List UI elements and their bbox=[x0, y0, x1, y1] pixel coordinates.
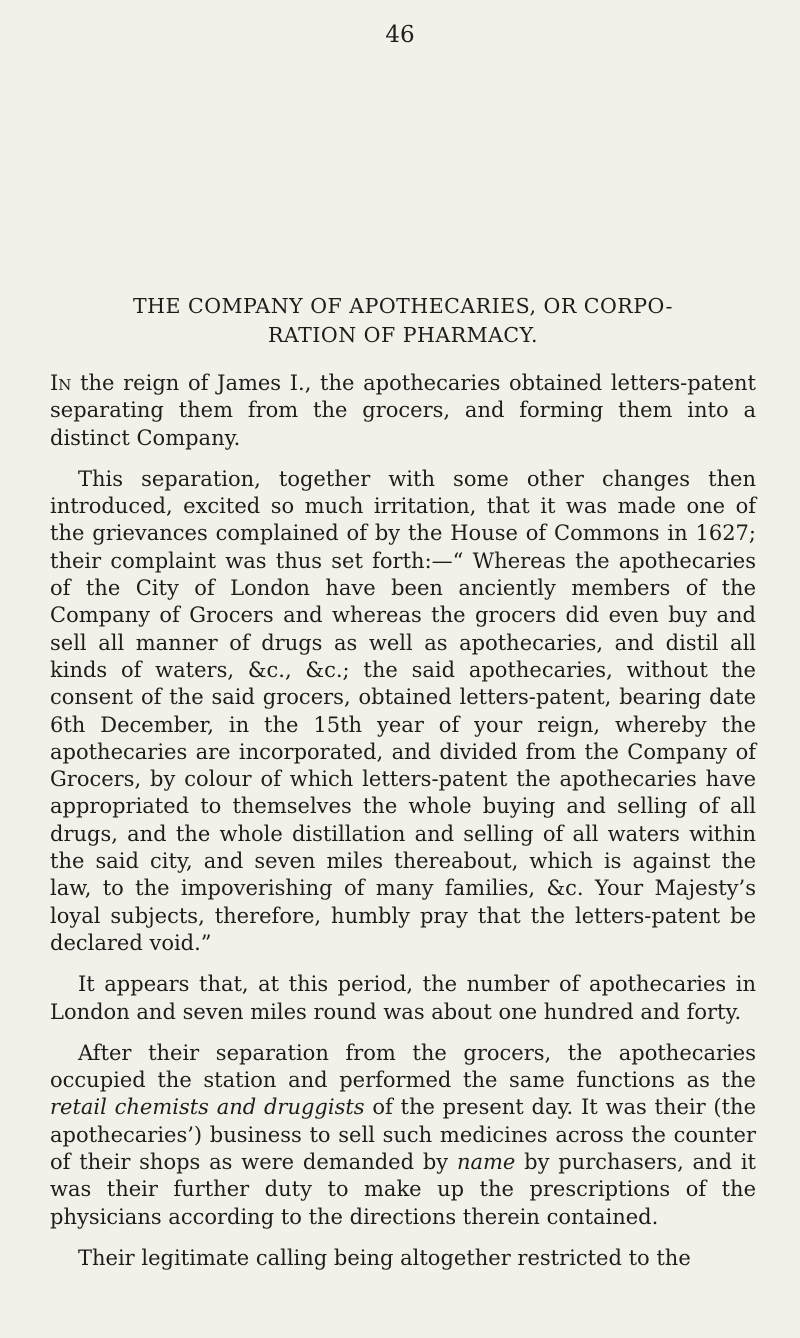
body-text bbox=[50, 370, 756, 1286]
paragraph-1 bbox=[50, 370, 756, 452]
paragraph-2: This separation, together with some other changes then introduced, excited so much irritation, that it was made one of the grievances complained of by the House of Commons in 1627; their complaint was thus set forth:—“ Whereas the apothecaries of the City of London have been anciently members of the Company of Grocers and whereas the grocers did even buy and sell all manner of drugs as well as apothecaries, and distil all kinds of waters, &c., &c.; the said apothecaries, without the consent of the said grocers, obtained letters-patent, bearing date 6th December, in the 15th year of your reign, whereby the apothecaries are incorporated, and divided from the Company of Grocers, by colour of which letters-patent the apothecaries have appropriated to themselves the whole buying and selling of all drugs, and the whole distillation and selling of all waters within the said city, and seven miles thereabout, which is against the law, to the impoverishing of many families, &c. Your Majesty’s loyal subjects, therefore, humbly pray that the letters-patent be declared void.” bbox=[50, 466, 756, 955]
paragraph-5: Their legitimate calling being altogether restricted to the bbox=[78, 1245, 691, 1270]
paragraph-3: It appears that, at this period, the number of apothecaries in London and seven miles round was about one hundred and forty. bbox=[50, 972, 756, 1024]
chapter-heading bbox=[48, 292, 758, 350]
opening-words: In bbox=[50, 371, 72, 395]
page-number: 46 bbox=[385, 22, 415, 48]
paragraph-4-part-1: After their separation from the grocers, the apothecaries occupied the station and performed the same functions as the bbox=[50, 1040, 756, 1093]
paragraph-1-text: the reign of James I., the apothecaries obtained letters-patent separating them from the grocers, and forming them into a distinct Company. bbox=[50, 371, 756, 450]
italic-name: name bbox=[456, 1150, 516, 1175]
paragraph-4 bbox=[50, 1040, 756, 1231]
chapter-heading-line-1: THE COMPANY OF APOTHECARIES, OR CORPO- bbox=[133, 294, 673, 318]
chapter-heading-line-2: RATION OF PHARMACY. bbox=[268, 323, 538, 347]
italic-retail-chemists: retail chemists and druggists bbox=[50, 1095, 365, 1120]
paragraph-4-part-3: by purchasers, and it was their further duty to make up the prescriptions of the physicians according to the directions therein contained. bbox=[50, 1150, 756, 1229]
paragraph-4-part-2: of the present day. It was their (the apothecaries’) business to sell such medicines across the counter of their shops as were demanded by bbox=[50, 1095, 756, 1175]
